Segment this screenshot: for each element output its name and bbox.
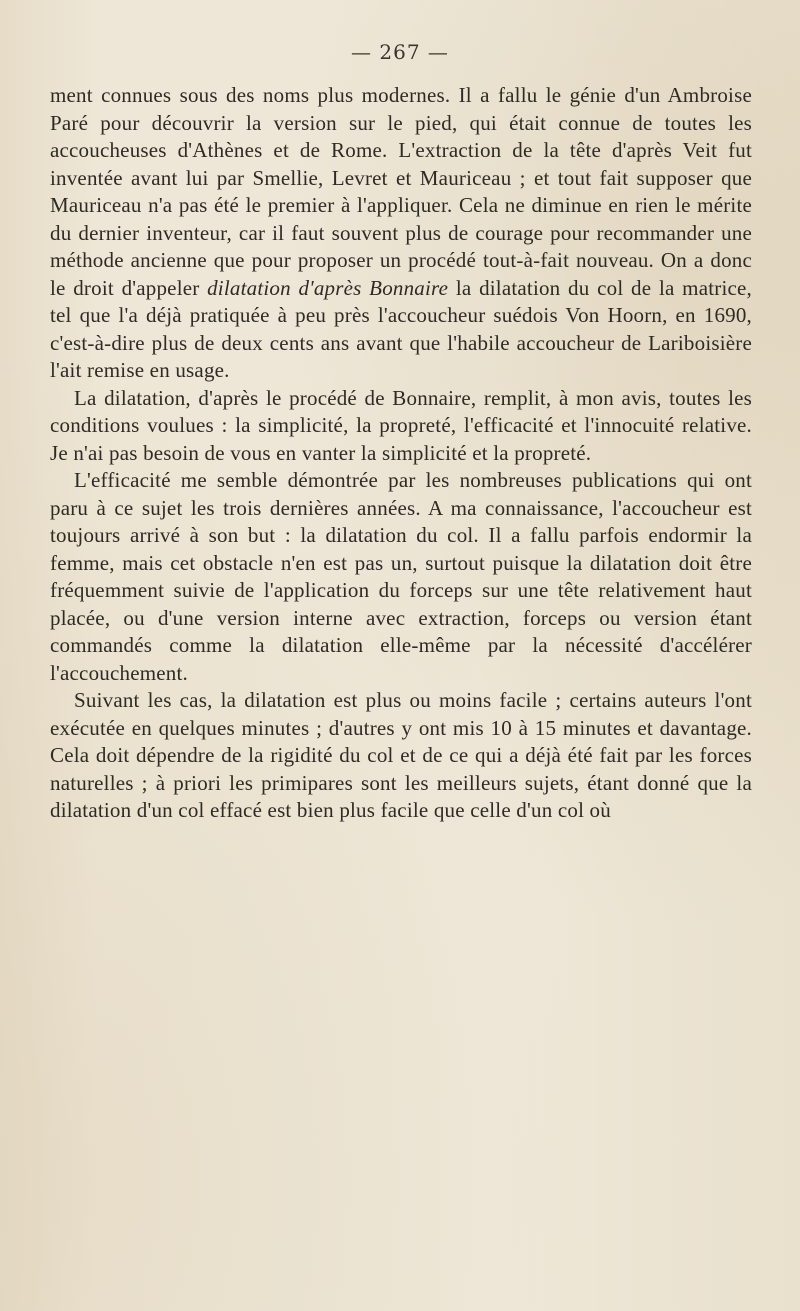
body-text [50,82,752,825]
paragraph-1-emphasis: dilatation d'après Bonnaire [207,275,449,300]
page-number: — 267 — [351,40,449,64]
paragraph-3: L'efficacité me semble démontrée par les nombreuses publications qui ont paru à ce sujet les trois dernières années. A ma connaissance, l'accoucheur est toujours arrivé à son but : la dilatation du col. Il a fallu parfois endormir la femme, mais cet obstacle n'en est pas un, surtout puisque la dilatation doit être fréquemment suivie de l'application du forceps sur une tête relativement haut placée, ou d'une version interne avec extraction, forceps ou version étant commandés comme la dilatation elle-même par la nécessité d'accélérer l'accouchement. [50,468,752,685]
paragraph-1-text-b: la dilatation du col de la matrice, tel que l'a déjà pratiquée à peu près l'accoucheur suédois Von Hoorn, en 1690, c'est-à-dire plus de deux cents ans avant que l'habile accoucheur de Lariboisière l'ait remise en usage. [50,275,752,382]
paragraph-4: Suivant les cas, la dilatation est plus ou moins facile ; certains auteurs l'ont exécutée en quelques minutes ; d'autres y ont mis 10 à 15 minutes et davantage. Cela doit dépendre de la rigidité du col et de ce qui a déjà été fait par les forces naturelles ; à priori les primipares sont les meilleurs sujets, étant donné que la dilatation d'un col effacé est bien plus facile que celle d'un col où [50,688,752,822]
paragraph-1 [50,82,752,385]
paragraph-1-text-a: ment connues sous des noms plus modernes. Il a fallu le génie d'un Ambroise Paré pour découvrir la version sur le pied, qui était connue de toutes les accoucheuses d'Athènes et de Rome. L'extraction de la tête d'après Veit fut inventée avant lui par Smellie, Levret et Mauriceau ; et tout fait supposer que Mauriceau n'a pas été le premier à l'appliquer. Cela ne diminue en rien le mérite du dernier inventeur, car il faut souvent plus de courage pour recommander une méthode ancienne que pour proposer un procédé tout-à-fait nouveau. On a donc le droit d'appeler [50,83,752,300]
paragraph-2: La dilatation, d'après le procédé de Bonnaire, remplit, à mon avis, toutes les conditions voulues : la simplicité, la propreté, l'efficacité et l'innocuité relative. Je n'ai pas besoin de vous en vanter la simplicité et la propreté. [50,385,752,465]
